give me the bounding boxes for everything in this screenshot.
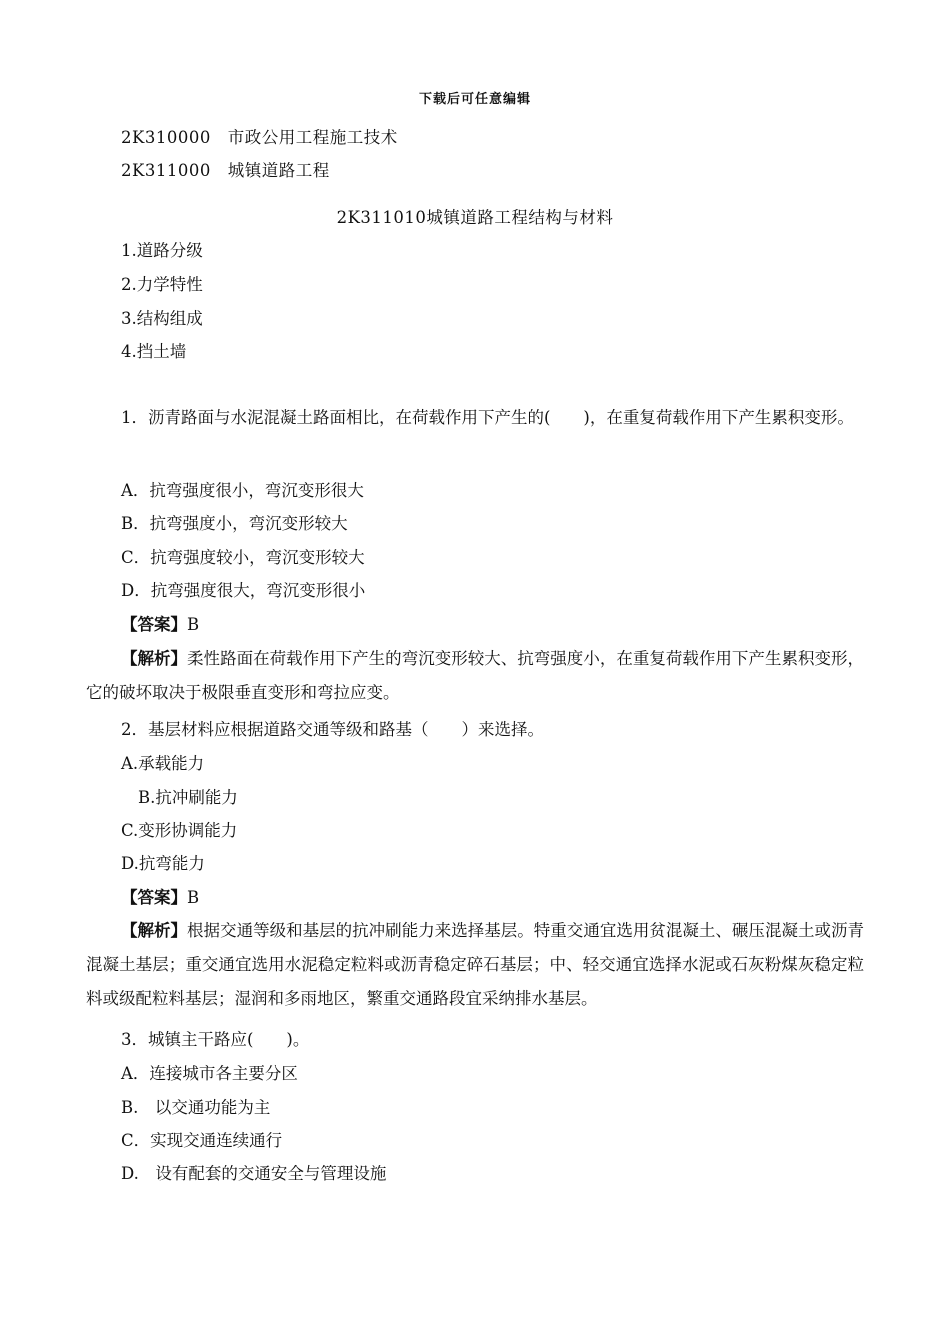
- question-2-answer: [121, 888, 199, 908]
- question-1-option: D．抗弯强度很大，弯沉变形很小: [121, 581, 366, 600]
- analysis-text: 根据交通等级和基层的抗冲刷能力来选择基层。特重交通宜选用贫混凝土、碾压混凝土或沥青混凝土基层；重交通宜选用水泥稳定粒料或沥青稳定碎石基层；中、轻交通宜选择水泥或石灰粉煤灰稳定粒料或级配粒料基层；湿润和多雨地区，繁重交通路段宜采纳排水基层。: [86, 921, 865, 1008]
- question-3-stem: 3．城镇主干路应( )。: [121, 1030, 310, 1049]
- question-2-stem: 2．基层材料应根据道路交通等级和路基（ ）来选择。: [121, 720, 544, 739]
- chapter-heading: 2K310000 市政公用工程施工技术: [121, 128, 398, 147]
- question-1-option: B．抗弯强度小，弯沉变形较大: [121, 514, 348, 533]
- analysis-label: 【解析】: [121, 921, 188, 940]
- question-2-option: C.变形协调能力: [121, 821, 238, 840]
- question-3-option: B. 以交通功能为主: [121, 1098, 271, 1117]
- question-2-option: B.抗冲刷能力: [138, 788, 238, 807]
- question-3-option: A．连接城市各主要分区: [121, 1064, 298, 1083]
- question-1-analysis: [86, 642, 864, 710]
- answer-label: 【答案】: [121, 615, 187, 634]
- question-3-option: C．实现交通连续通行: [121, 1131, 283, 1150]
- question-3-option: D. 设有配套的交通安全与管理设施: [121, 1164, 387, 1183]
- question-1-option: A．抗弯强度很小，弯沉变形很大: [121, 481, 364, 500]
- topic-item: 2.力学特性: [121, 275, 203, 294]
- header-note: 下载后可任意编辑: [418, 92, 531, 107]
- question-2-option: A.承载能力: [121, 754, 205, 773]
- section-title: 2K311010城镇道路工程结构与材料: [336, 208, 614, 227]
- answer-value: B: [187, 888, 200, 907]
- question-2-analysis: [86, 914, 864, 1016]
- subchapter-heading: 2K311000 城镇道路工程: [121, 161, 330, 180]
- analysis-text: 柔性路面在荷载作用下产生的弯沉变形较大、抗弯强度小，在重复荷载作用下产生累积变形，它的破坏取决于极限垂直变形和弯拉应变。: [86, 649, 865, 702]
- topic-item: 4.挡土墙: [121, 342, 187, 361]
- topic-item: 3.结构组成: [121, 309, 203, 328]
- topic-item: 1.道路分级: [121, 241, 203, 260]
- question-2-option: D.抗弯能力: [121, 854, 205, 873]
- question-1-option: C．抗弯强度较小，弯沉变形较大: [121, 548, 365, 567]
- answer-value: B: [187, 615, 200, 634]
- answer-label: 【答案】: [121, 888, 187, 907]
- question-1-stem: 1．沥青路面与水泥混凝土路面相比，在荷载作用下产生的( )，在重复荷载作用下产生累积变形。: [121, 408, 854, 427]
- analysis-label: 【解析】: [121, 649, 188, 668]
- question-1-answer: [121, 615, 199, 635]
